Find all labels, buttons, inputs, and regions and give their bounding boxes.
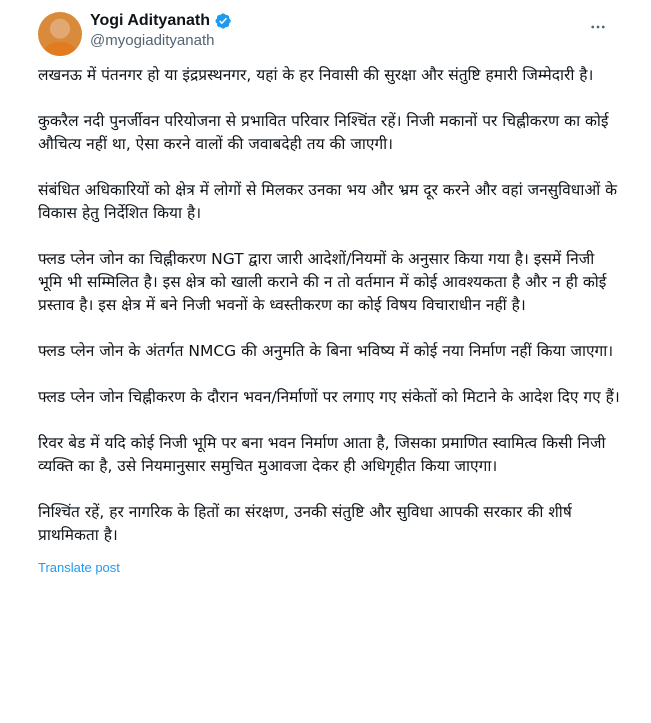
more-horizontal-icon[interactable] [587, 16, 609, 38]
tweet-paragraph: निश्चिंत रहें, हर नागरिक के हितों का संरक्षण, उनकी संतुष्टि और सुविधा आपकी सरकार की शीर्ष प्राथमिकता है। [38, 503, 572, 544]
verified-badge-icon [214, 12, 232, 30]
tweet-paragraph: रिवर बेड में यदि कोई निजी भूमि पर बना भवन निर्माण आता है, जिसका प्रमाणित स्वामित्व किसी निजी व्यक्ति का है, उसे नियमानुसार समुचित मुआवजा देकर ही अधिगृहीत किया जाएगा। [38, 434, 606, 475]
tweet-paragraph: संबंधित अधिकारियों को क्षेत्र में लोगों से मिलकर उनका भय और भ्रम दूर करने और वहां जनसुविधाओं के विकास हेतु निर्देशित किया है। [38, 181, 618, 222]
tweet-paragraph: लखनऊ में पंतनगर हो या इंद्रप्रस्थनगर, यहां के हर निवासी की सुरक्षा और संतुष्टि हमारी जिम्मेदारी है। [38, 66, 594, 84]
author-info [90, 12, 232, 49]
tweet-paragraph: फ्लड प्लेन जोन चिह्नीकरण के दौरान भवन/निर्माणों पर लगाए गए संकेतों को मिटाने के आदेश दिए गए हैं। [38, 388, 620, 406]
translate-post-link[interactable]: Translate post [38, 560, 120, 575]
author-handle[interactable]: @myogiadityanath [90, 32, 215, 49]
tweet-paragraph: कुकरैल नदी पुनर्जीवन परियोजना से प्रभावित परिवार निश्चिंत रहें। निजी मकानों पर चिह्नीकरण का कोई औचित्य नहीं था, ऐसा करने वालों की जवाबदेही तय की जाएगी। [38, 112, 609, 153]
name-row [90, 12, 232, 30]
avatar[interactable] [38, 12, 82, 56]
tweet-paragraph: फ्लड प्लेन जोन के अंतर्गत NMCG की अनुमति के बिना भविष्य में कोई नया निर्माण नहीं किया जाएगा। [38, 342, 614, 360]
author-display-name[interactable]: Yogi Adityanath [90, 12, 210, 29]
tweet-text [38, 64, 623, 547]
tweet-paragraph: फ्लड प्लेन जोन का चिह्नीकरण NGT द्वारा जारी आदेशों/नियमों के अनुसार किया गया है। इसमें निजी भूमि भी सम्मिलित है। इस क्षेत्र को खाली कराने की न तो वर्तमान में कोई आवश्यकता है और न ही कोई प्रस्ताव है। इस क्षेत्र में बने निजी भवनों के ध्वस्तीकरण का कोई विषय विचाराधीन नहीं है। [38, 250, 607, 314]
tweet-header [38, 10, 635, 64]
